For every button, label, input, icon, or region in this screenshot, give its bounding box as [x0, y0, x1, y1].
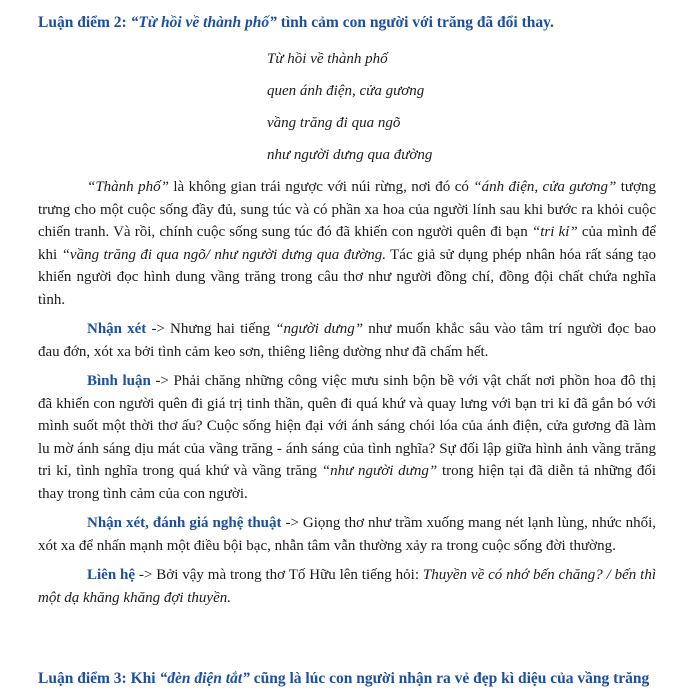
body-text: trong hiện tại đã diễn tả những đổi thay trong tình cảm của con người. [38, 463, 656, 502]
poem-excerpt [267, 43, 656, 171]
body-text: -> Phải chăng những công việc mưu sinh bộn bề với vật chất nơi phồn hoa đô thị đã khiến con người quên đi giá trị tinh thần, quên đi quá khứ và quay lưng với bạn tri kỉ đã gắn bó với mình suốt một thời thơ ấu? Cuộc sống hiện đại với ánh sáng chói lóa của ánh điện, cửa gương đã làm lu mờ ánh sáng dịu mát của vầng trăng - ánh sáng của tình nghĩa? Sự đối lập giữa hình ảnh vầng trăng tri kỉ, tình nghĩa trong quá khứ và vầng trăng [38, 373, 656, 479]
quote-text: Thuyền về có nhớ bến chăng? / bến thì một dạ khăng khăng đợi thuyền. [38, 567, 656, 606]
lead-label: Nhận xét, đánh giá nghệ thuật [87, 515, 282, 531]
paragraph-binh-luan [38, 370, 656, 505]
body-text: Tác giả sử dụng phép nhân hóa rất sáng tạo khiến người đọc hình dung vầng trăng trong câu thơ như người đồng chí, đồng đội chất chứa nghĩa tình. [38, 246, 656, 308]
poem-line: Từ hồi về thành phố [267, 51, 388, 67]
body-text: là không gian trái ngược với núi rừng, nơi đó có [168, 179, 474, 195]
quote-text: “ánh điện, cửa gương” [473, 179, 617, 195]
quote-text: “như người dưng” [321, 463, 438, 479]
lead-label: Bình luận [87, 373, 151, 389]
paragraph-lien-he [38, 564, 656, 609]
heading-label: Luận điểm 3: Khi [38, 670, 156, 687]
lead-label: Liên hệ [87, 567, 136, 583]
body-text: -> Giọng thơ như trầm xuống mang nét lạnh lùng, nhức nhối, xót xa để nhấn mạnh một điều bội bạc, nhẫn tâm vẫn thường xảy ra trong cuộc sống đời thường. [38, 515, 656, 554]
paragraph-nghe-thuat [38, 512, 656, 557]
lead-label: Nhận xét [87, 321, 147, 337]
paragraph-nhan-xet [38, 318, 656, 363]
body-text: tượng trưng cho một cuộc sống đầy đủ, sung túc và có phần xa hoa của người lính sau khi bước ra khỏi cuộc chiến tranh. Và rồi, chính cuộc sống sung túc đó đã khiến con người quên đi bạn [38, 179, 656, 240]
quote-text: “người dưng” [275, 321, 364, 337]
body-text: -> Bởi vậy mà trong thơ Tố Hữu lên tiếng hỏi: [135, 567, 423, 583]
heading-text: tình cảm con người với trăng đã đổi thay. [280, 14, 554, 31]
heading-luan-diem-3 [38, 668, 649, 690]
poem-line: quen ánh điện, cửa gương [267, 83, 425, 99]
body-text: -> Nhưng hai tiếng [146, 321, 276, 337]
body-text: như muốn khắc sâu vào tâm trí người đọc bao đau đớn, xót xa bởi tình cảm keo sơn, thiêng liêng dường như đã chấm hết. [38, 321, 656, 360]
heading-quote: “Từ hồi về thành phố” [130, 14, 277, 31]
paragraph-analysis [38, 176, 656, 311]
heading-quote: “đèn điện tắt” [159, 670, 250, 687]
quote-text: “Thành phố” [87, 179, 169, 195]
quote-text: “vầng trăng đi qua ngõ/ như người dưng qua đường. [61, 246, 387, 263]
poem-line: như người dưng qua đường [267, 147, 433, 163]
poem-line: vầng trăng đi qua ngõ [267, 115, 401, 131]
quote-text: “tri kỉ” [531, 224, 578, 240]
heading-luan-diem-2 [38, 0, 656, 34]
heading-label: Luận điểm 2: [38, 14, 127, 31]
heading-text: cũng là lúc con người nhận ra vẻ đẹp kì diệu của vầng trăng [253, 670, 650, 687]
body-text: của mình để khi [38, 224, 657, 263]
